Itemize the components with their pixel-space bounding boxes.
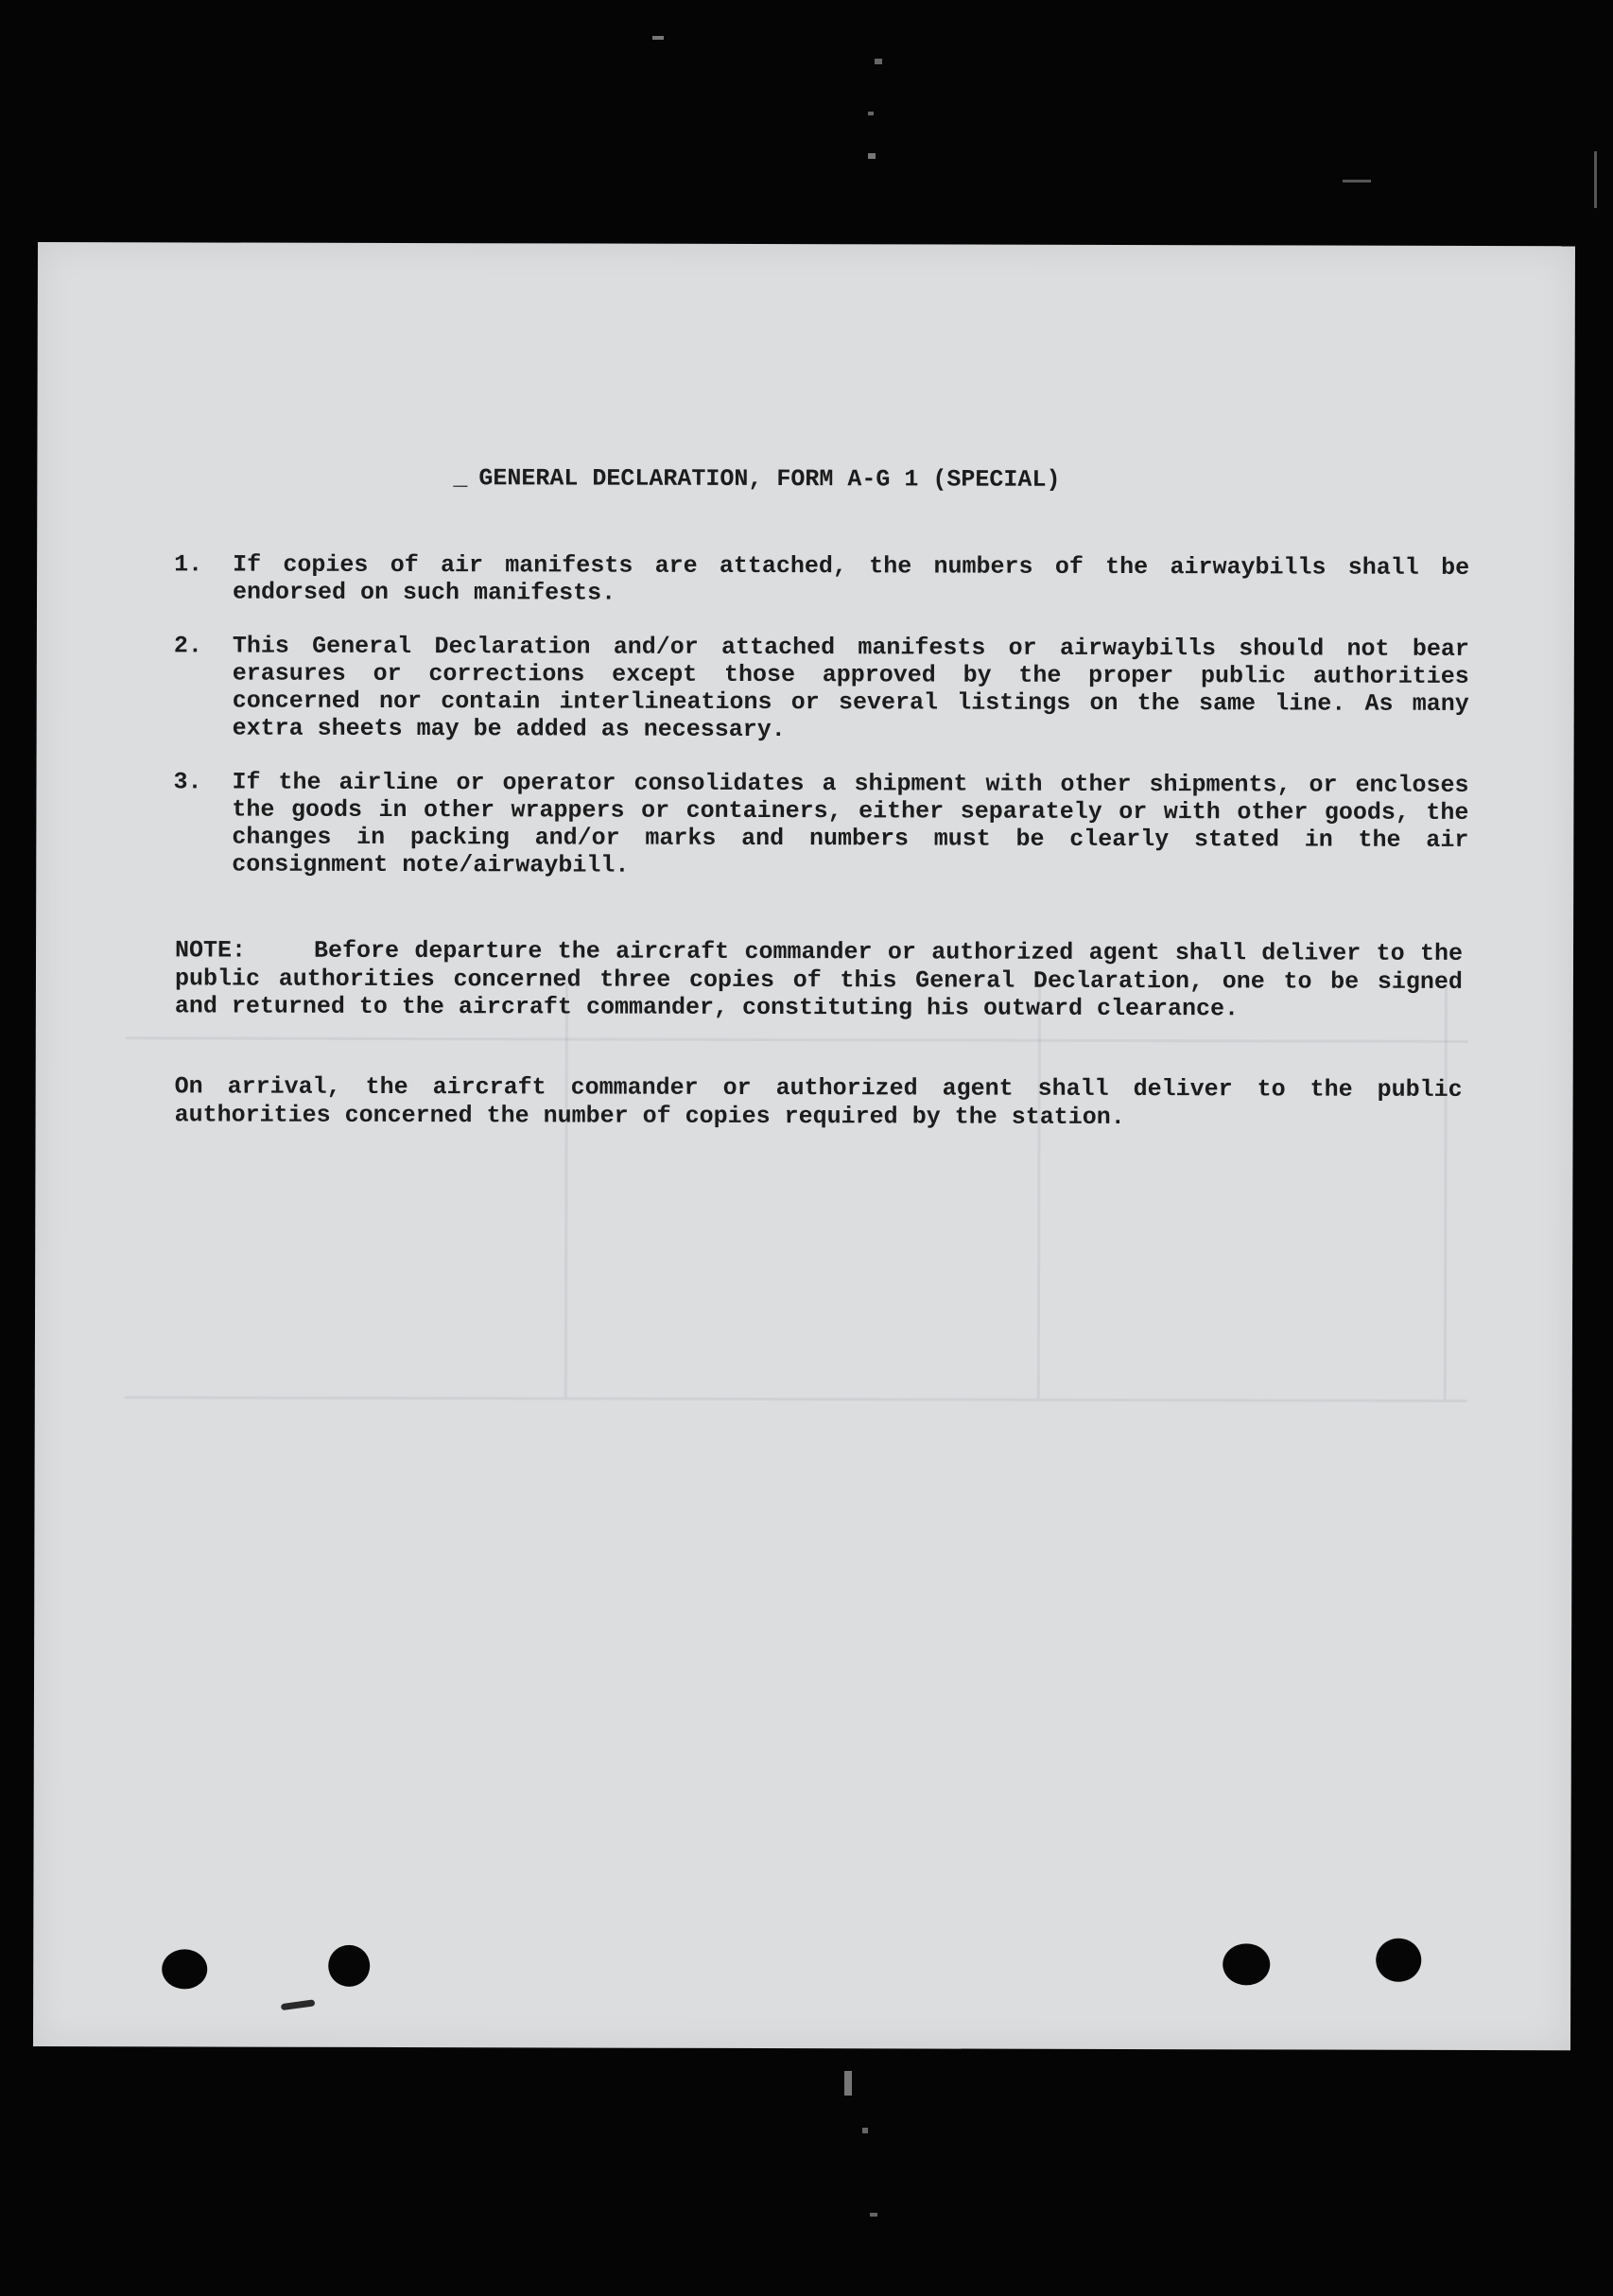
scan-speck [281,1999,316,2010]
title-prefix: _ [453,464,468,493]
punch-hole [1376,1939,1421,1982]
bleed-through-line [1037,983,1041,1399]
note-paragraph [175,936,1463,1023]
list-item [174,632,1469,745]
scan-speck [1594,151,1597,208]
document-page [33,242,1575,2050]
scan-speck [844,2071,852,2096]
item-number: 2. [173,632,202,660]
bleed-through-line [564,981,568,1397]
item-text: If copies of air manifests are attached, the numbers of the airwaybills shall be endorsed on such manifests. [232,550,1470,607]
scan-speck [868,153,876,159]
item-text: If the airline or operator consolidates a shipment with other shipments, or encloses the goods in other wrappers or containers, either separately or with other goods, the changes in packing and/or marks and numbers must be clearly stated in the air consignment note/airwaybill. [232,768,1469,879]
page-title [453,464,1060,494]
title-text: GENERAL DECLARATION, FORM A-G 1 (SPECIAL) [478,464,1061,494]
note-text: Before departure the aircraft commander or authorized agent shall deliver to the public authorities concerned three copies of this General Declaration, one to be signed and returned to the aircraft commander, constituting his outward clearance. [174,936,1464,1023]
item-number: 1. [174,550,203,579]
scan-speck [868,112,874,115]
instruction-list [173,550,1469,908]
arrival-paragraph: On arrival, the aircraft commander or authorized agent shall deliver to the public authorities concerned the number of copies required by the station. [174,1072,1463,1131]
scan-speck [1343,180,1371,183]
list-item [173,768,1468,881]
note-label: NOTE: [175,936,247,965]
bleed-through-line [126,1036,1468,1043]
scan-speck [870,2213,877,2217]
list-item [174,550,1469,609]
scan-speck [862,2128,868,2133]
scan-speck [652,36,664,40]
punch-hole [328,1945,370,1987]
punch-hole [162,1949,207,1989]
item-text: This General Declaration and/or attached manifests or airwaybills should not bear erasures or corrections except those approved by the proper public authorities concerned nor contain interlineations or several listings on the same line. As many extra sheets may be added as necessary. [232,632,1469,744]
bleed-through-line [1444,983,1448,1400]
bleed-through-line [125,1396,1467,1402]
punch-hole [1223,1943,1270,1985]
item-number: 3. [173,768,202,796]
scan-speck [875,59,882,64]
